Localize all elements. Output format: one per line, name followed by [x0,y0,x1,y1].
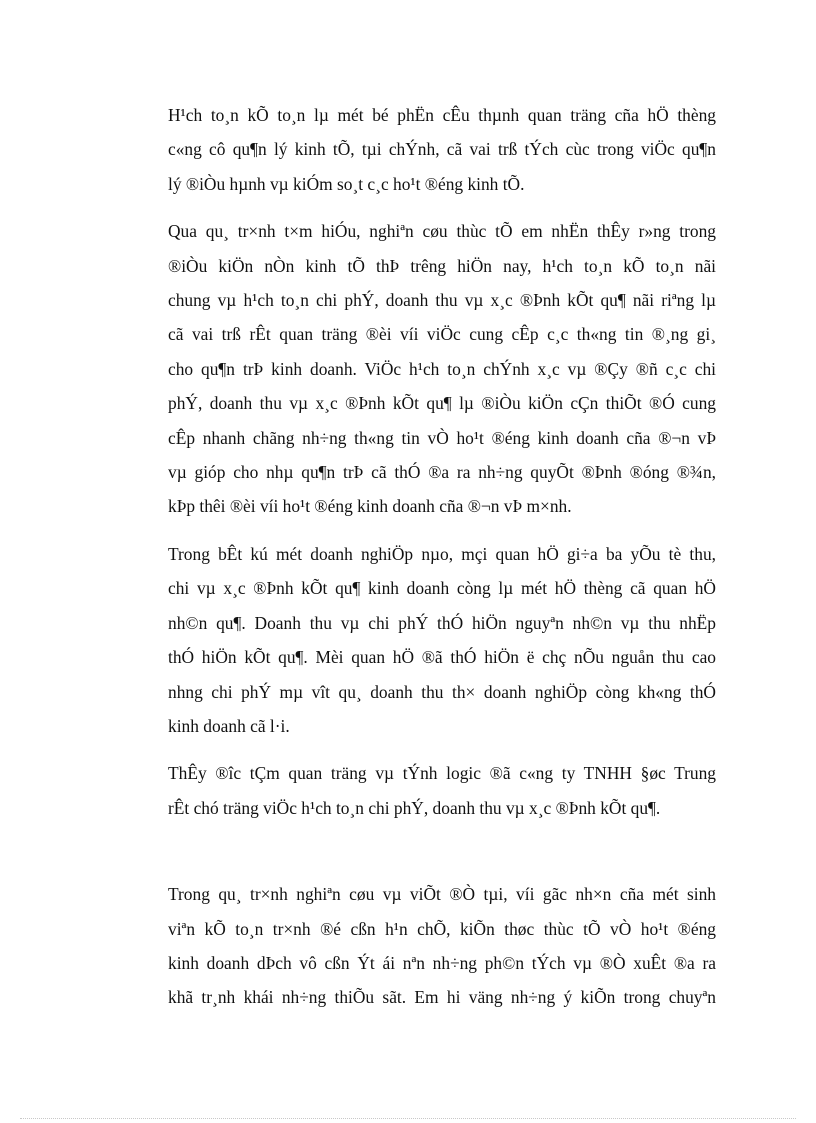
page-bottom-divider [20,1118,796,1119]
text-line: thÓ hiÖn kÕt qu¶. Mèi quan hÖ ®ã thÓ hiÖn ë chç nÕu nguån thu cao [168,647,716,668]
text-line: kÞp thêi ®èi víi ho¹t ®éng kinh doanh cña ®¬n vÞ m×nh. [168,496,572,517]
text-line: cho qu¶n trÞ kinh doanh. ViÖc h¹ch to¸n chÝnh x¸c vµ ®Çy ®ñ c¸c chi [168,358,716,379]
text-line: cÊp nhanh chãng nh÷ng th«ng tin vÒ ho¹t ®éng kinh doanh cña ®¬n vÞ [168,427,716,448]
text-line: chung vµ h¹ch to¸n chi phÝ, doanh thu vµ x¸c ®Þnh kÕt qu¶ nãi riªng lµ [168,290,716,311]
text-line: chi vµ x¸c ®Þnh kÕt qu¶ kinh doanh còng lµ mét hÖ thèng cã quan hÖ [168,578,716,599]
paragraph-2 [168,214,716,524]
text-line: nhng chi phÝ mµ vît qu¸ doanh thu th× doanh nghiÖp còng kh«ng thÓ [168,681,716,702]
text-line: cã vai trß rÊt quan träng ®èi víi viÖc cung cÊp c¸c th«ng tin ®¸ng gi¸ [168,324,716,345]
text-line: kinh doanh cã l·i. [168,715,290,736]
text-line: khã tr¸nh khái nh÷ng thiÕu sãt. Em hi väng nh÷ng ý kiÕn trong chuyªn [168,987,716,1008]
text-line: Qua qu¸ tr×nh t×m hiÓu, nghiªn cøu thùc tÕ em nhËn thÊy r»ng trong [168,221,716,242]
text-line: rÊt chó träng viÖc h¹ch to¸n chi phÝ, doanh thu vµ x¸c ®Þnh kÕt qu¶. [168,797,661,818]
text-line: kinh doanh dÞch vô cßn Ýt ái nªn nh÷ng ph©n tÝch vµ ®Ò xuÊt ®a ra [168,952,716,973]
text-line: Trong qu¸ tr×nh nghiªn cøu vµ viÕt ®Ò tµi, víi gãc nh×n cña mét sinh [168,884,716,905]
text-line: viªn kÕ to¸n tr×nh ®é cßn h¹n chÕ, kiÕn thøc thùc tÕ vÒ ho¹t ®éng [168,918,716,939]
text-line: ThÊy ®îc tÇm quan träng vµ tÝnh logic ®ã c«ng ty TNHH §øc Trung [168,763,716,784]
text-line: c«ng cô qu¶n lý kinh tÕ, tµi chÝnh, cã vai trß tÝch cùc trong viÖc qu¶n [168,139,716,160]
paragraph-1 [168,98,716,201]
text-line: nh©n qu¶. Doanh thu vµ chi phÝ thÓ hiÖn nguyªn nh©n vµ thu nhËp [168,612,716,633]
text-line: H¹ch to¸n kÕ to¸n lµ mét bé phËn cÊu thµnh quan träng cña hÖ thèng [168,105,716,125]
text-line: phÝ, doanh thu vµ x¸c ®Þnh kÕt qu¶ lµ ®iÒu kiÖn cÇn thiÕt ®Ó cung [168,393,716,414]
body-text [168,98,716,1028]
text-line: ®iÒu kiÖn nÒn kinh tÕ thÞ trêng hiÖn nay, h¹ch to¸n kÕ to¸n nãi [168,255,716,276]
text-line: lý ®iÒu hµnh vµ kiÓm so¸t c¸c ho¹t ®éng kinh tÕ. [168,173,525,194]
text-line: vµ gióp cho nhµ qu¶n trÞ cã thÓ ®a ra nh÷ng quyÕt ®Þnh ®óng ®¾n, [168,462,716,483]
paragraph-5 [168,877,716,1015]
paragraph-4 [168,756,716,825]
text-line: Trong bÊt kú mét doanh nghiÖp nµo, mçi quan hÖ gi÷a ba yÕu tè thu, [168,543,716,564]
paragraph-3 [168,537,716,743]
